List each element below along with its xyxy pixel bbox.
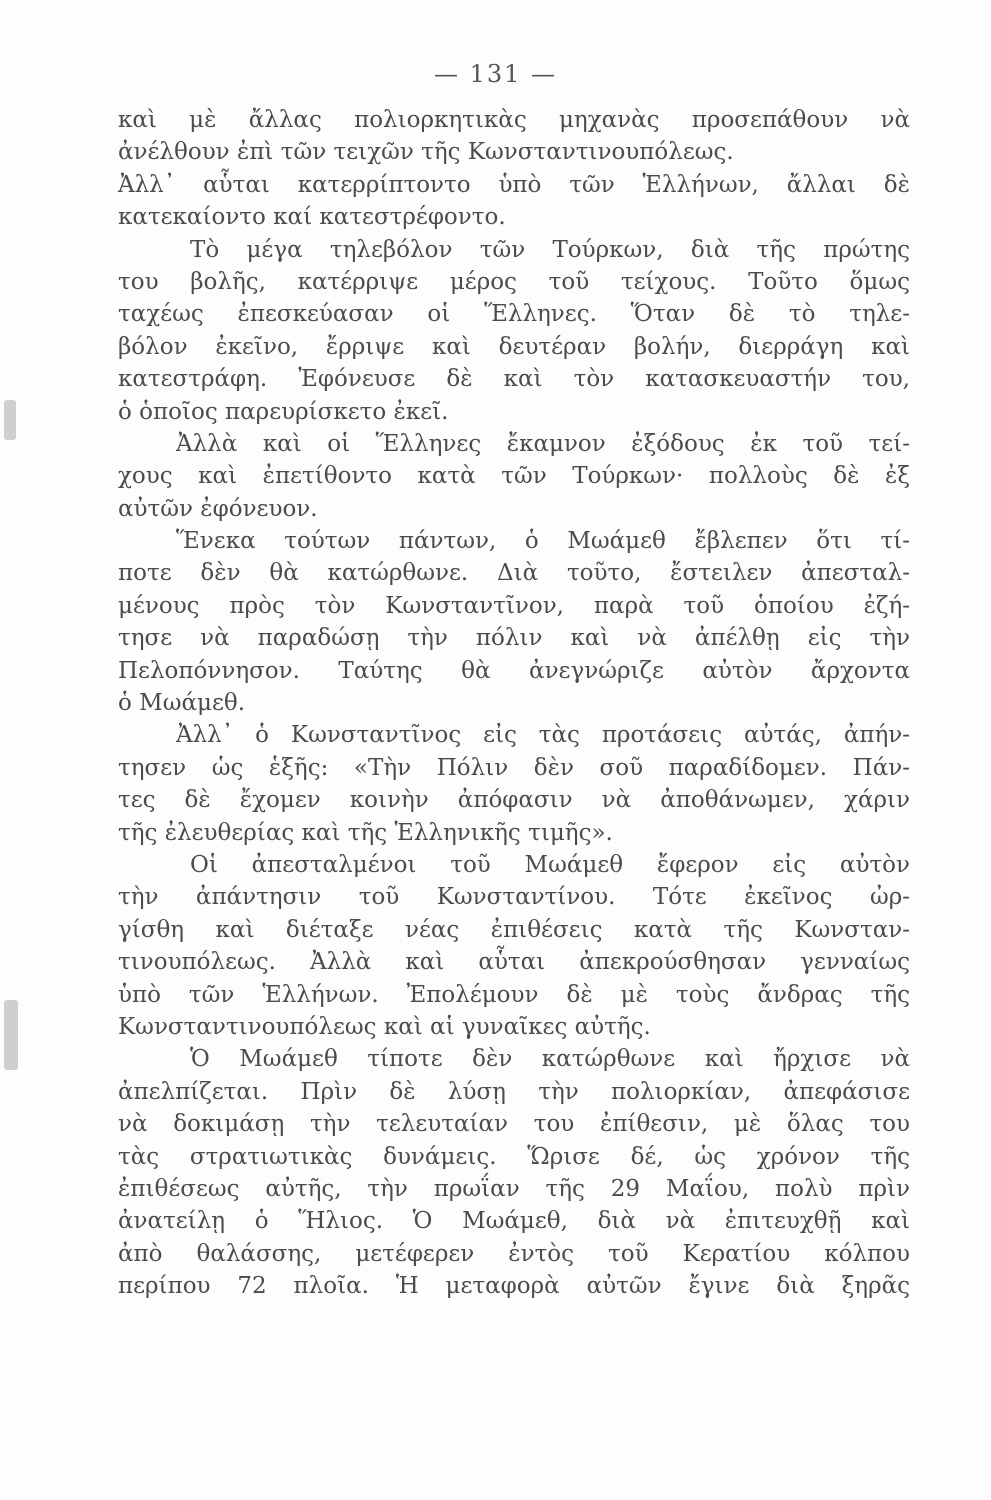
text-line: τησεν ὡς ἑξῆς: «Τὴν Πόλιν δὲν σοῦ παραδίδομεν. Πάν-	[118, 754, 910, 781]
text-line: κατεκαίοντο καί κατεστρέφοντο.	[118, 204, 506, 231]
text-line: βόλον ἐκεῖνο, ἔρριψε καὶ δευτέραν βολήν, διερράγη καὶ	[118, 333, 910, 360]
text-line: Ἕνεκα τούτων πάντων, ὁ Μωάμεθ ἔβλεπεν ὅτι τί-	[176, 528, 910, 555]
text-line: τῆς ἐλευθερίας καὶ τῆς Ἑλληνικῆς τιμῆς».	[118, 819, 613, 846]
text-line: ἀπὸ θαλάσσης, μετέφερεν ἐντὸς τοῦ Κερατίου κόλπου	[118, 1240, 910, 1267]
text-line: χους καὶ ἐπετίθοντο κατὰ τῶν Τούρκων· πολλοὺς δὲ ἐξ	[118, 463, 910, 490]
text-line: ποτε δὲν θὰ κατώρθωνε. Διὰ τοῦτο, ἔστειλεν ἀπεσταλ-	[118, 560, 910, 587]
text-line: τινουπόλεως. Ἀλλὰ καὶ αὗται ἀπεκρούσθησαν γενναίως	[118, 949, 910, 976]
text-line: ταχέως ἐπεσκεύασαν οἱ Ἕλληνες. Ὅταν δὲ τὸ τηλε-	[118, 301, 910, 328]
text-line: καὶ μὲ ἄλλας πολιορκητικὰς μηχανὰς προσεπάθουν νὰ	[118, 107, 910, 133]
text-line: νὰ δοκιμάσῃ τὴν τελευταίαν του ἐπίθεσιν, μὲ ὅλας του	[118, 1111, 910, 1138]
text-line: τὰς στρατιωτικὰς δυνάμεις. Ὥρισε δέ, ὡς χρόνον τῆς	[118, 1143, 910, 1170]
text-line: του βολῆς, κατέρριψε μέρος τοῦ τείχους. Τοῦτο ὅμως	[118, 268, 910, 295]
text-line: κατεστράφη. Ἐφόνευσε δὲ καὶ τὸν κατασκευαστήν του,	[118, 366, 910, 393]
text-line: Ἀλλὰ καὶ οἱ Ἕλληνες ἔκαμνον ἐξόδους ἐκ τοῦ τεί-	[176, 430, 910, 457]
text-line: Οἱ ἀπεσταλμένοι τοῦ Μωάμεθ ἔφερον εἰς αὐτὸν	[190, 851, 910, 878]
text-line: ἀνέλθουν ἐπὶ τῶν τειχῶν τῆς Κωνσταντινουπόλεως.	[118, 139, 734, 166]
text-line: περίπου 72 πλοῖα. Ἡ μεταφορὰ αὐτῶν ἔγινε διὰ ξηρᾶς	[118, 1273, 910, 1300]
text-line: ὑπὸ τῶν Ἑλλήνων. Ἐπολέμουν δὲ μὲ τοὺς ἄνδρας τῆς	[118, 981, 910, 1008]
body-text	[118, 104, 910, 1302]
margin-mark	[4, 400, 16, 440]
text-line: Κωνσταντινουπόλεως καὶ αἱ γυναῖκες αὐτῆς.	[118, 1013, 651, 1040]
text-line: Πελοπόννησον. Ταύτης θὰ ἀνεγνώριζε αὐτὸν ἄρχοντα	[118, 657, 910, 684]
text-line: ἀνατείλῃ ὁ Ἥλιος. Ὁ Μωάμεθ, διὰ νὰ ἐπιτευχθῇ καὶ	[118, 1208, 910, 1235]
text-line: Τὸ μέγα τηλεβόλον τῶν Τούρκων, διὰ τῆς πρώτης	[190, 236, 910, 263]
text-line: Ἀλλ᾽ ὁ Κωνσταντῖνος εἰς τὰς προτάσεις αὐτάς, ἀπήν-	[176, 722, 910, 749]
text-line: αὐτῶν ἐφόνευον.	[118, 495, 318, 522]
page-number: — 131 —	[433, 60, 558, 88]
text-line: γίσθη καὶ διέταξε νέας ἐπιθέσεις κατὰ τῆς Κωνσταν-	[118, 916, 910, 943]
text-line: ὁ Μωάμεθ.	[118, 690, 246, 717]
text-line: ὁ ὁποῖος παρευρίσκετο ἐκεῖ.	[118, 398, 449, 425]
text-line: ἀπελπίζεται. Πρὶν δὲ λύσῃ τὴν πολιορκίαν, ἀπεφάσισε	[118, 1078, 910, 1105]
text-line: τες δὲ ἔχομεν κοινὴν ἀπόφασιν νὰ ἀποθάνωμεν, χάριν	[118, 787, 910, 814]
text-line: Ἀλλ᾽ αὗται κατερρίπτοντο ὑπὸ τῶν Ἑλλήνων, ἄλλαι δὲ	[118, 171, 910, 198]
text-line: τησε νὰ παραδώσῃ τὴν πόλιν καὶ νὰ ἀπέλθῃ εἰς τὴν	[118, 625, 910, 652]
margin-mark	[4, 1000, 18, 1070]
text-line: ἐπιθέσεως αὐτῆς, τὴν πρωΐαν τῆς 29 Μαΐου, πολὺ πρὶν	[118, 1175, 910, 1202]
text-line: Ὁ Μωάμεθ τίποτε δὲν κατώρθωνε καὶ ἤρχισε νὰ	[190, 1046, 910, 1073]
text-line: τὴν ἀπάντησιν τοῦ Κωνσταντίνου. Τότε ἐκεῖνος ὠρ-	[118, 884, 910, 911]
text-line: μένους πρὸς τὸν Κωνσταντῖνον, παρὰ τοῦ ὁποίου ἐζή-	[118, 592, 910, 619]
